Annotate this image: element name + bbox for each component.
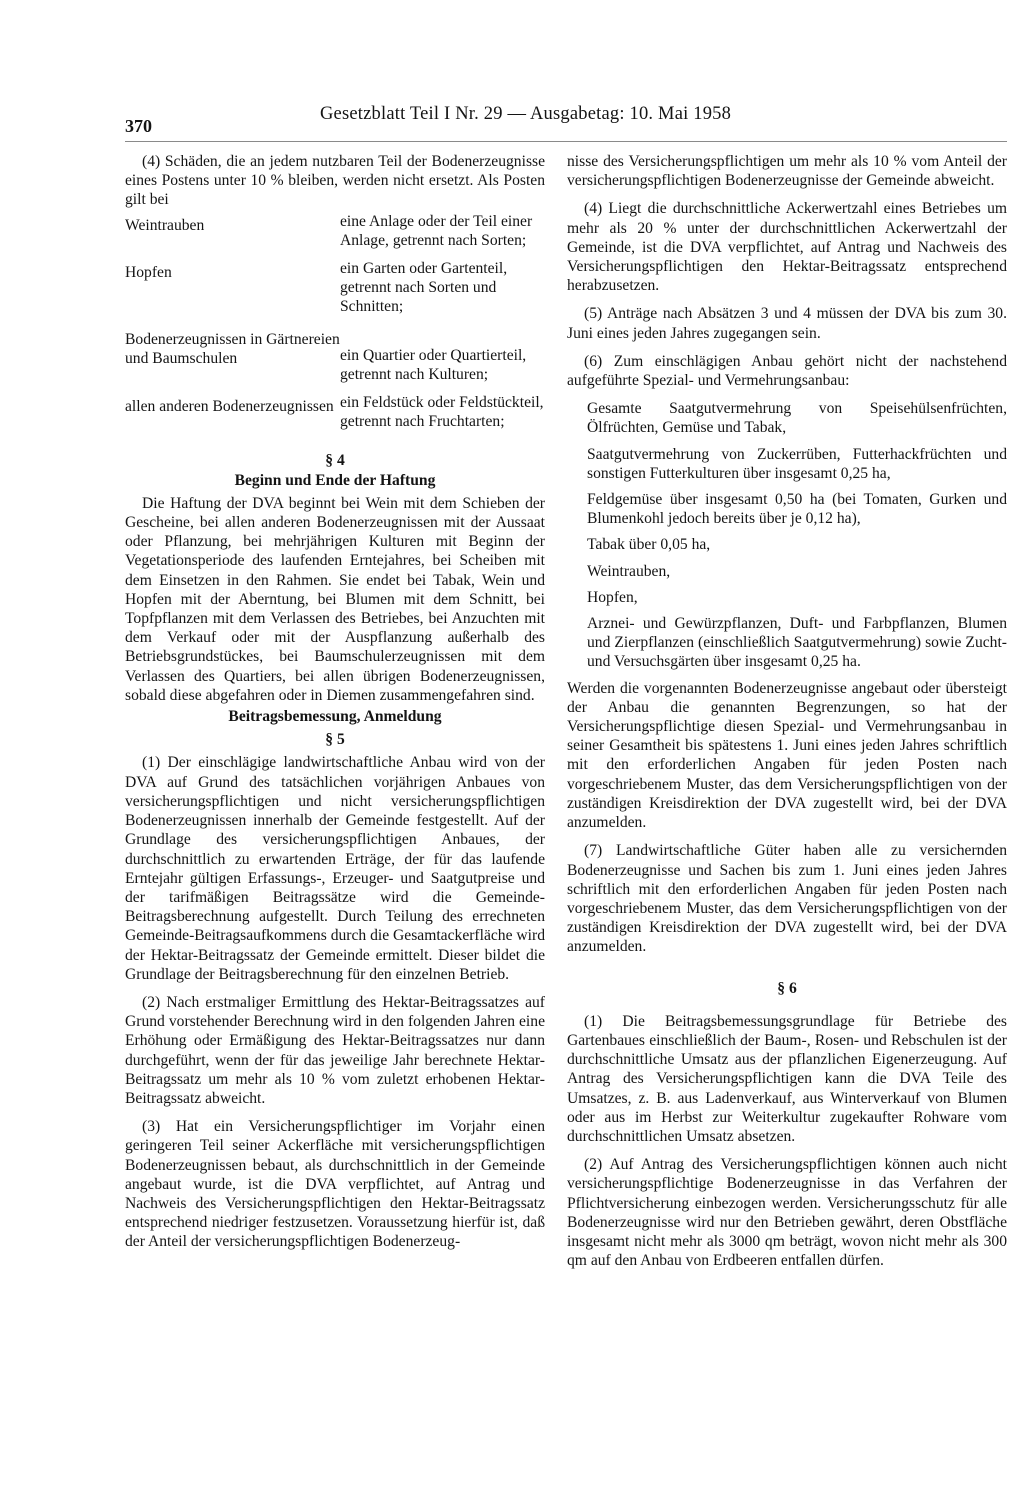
paragraph-5-5: (5) Anträge nach Absätzen 3 und 4 müssen der DVA bis zum 30. Juni eines jeden Jahres zugegangen sein. [567, 305, 1007, 342]
paragraph-5-6: (6) Zum einschlägigen Anbau gehört nicht der nachstehend aufgeführte Spezial- und Vermehrungsanbau: [567, 352, 1007, 390]
beitragsbemessung-heading: Beitragsbemessung, Anmeldung [228, 708, 442, 726]
list-item: Feldgemüse über insgesamt 0,50 ha (bei Tomaten, Gurken und Blumenkohl jedoch bereits über je 0,12 ha), [587, 491, 1007, 528]
section-6-mark: § 6 [777, 979, 797, 997]
posten-term: allen anderen Bodenerzeugnissen [125, 398, 334, 416]
paragraph-5-4: (4) Liegt die durchschnittliche Ackerwertzahl eines Betriebes um mehr als 20 % unter der durchschnittlichen Ackerwertzahl der Gemeinde, ist die DVA verpflichtet, auf Antrag und Nachweis des Versicherungspflichtigen den Hektar-Beitragssatz entsprechend herabzusetzen. [567, 200, 1007, 295]
posten-term: Hopfen [125, 264, 172, 282]
list-item: Saatgutvermehrung von Zuckerrüben, Futterhackfrüchten und sonstigen Futterkulturen über insgesamt 0,25 ha, [587, 445, 1007, 482]
posten-term: Bodenerzeugnissen in Gärtnereien und Baumschulen [125, 330, 340, 367]
list-item: Gesamte Saatgutvermehrung von Speisehülsenfrüchten, Ölfrüchten, Gemüse und Tabak, [587, 400, 1007, 437]
posten-term: Weintrauben [125, 216, 205, 234]
page-number: 370 [125, 116, 152, 136]
running-head: Gesetzblatt Teil I Nr. 29 — Ausgabetag: 10. Mai 1958 [320, 104, 732, 124]
paragraph-6-1: (1) Die Beitragsbemessungsgrundlage für Betriebe des Gartenbaues einschließlich der Baum-, Rosen- und Rebschulen ist der durchschnittliche Umsatz aus der pflanzlichen Eigenerzeugung. Auf Antrag des Versicherungspflichtigen kann die DVA Teile des Umsatzes, z. B. aus Ladenverkauf, aus Winterverkauf von Blumen oder aus im Herbst zur Weiterkultur zugekaufter Rohware vom durchschnittlichen Umsatz absetzen. [567, 1012, 1007, 1145]
posten-definition: eine Anlage oder der Teil einer Anlage, getrennt nach Sorten; [340, 212, 533, 249]
header-rule [125, 141, 1007, 142]
paragraph-5-6-continued: Werden die vorgenannten Bodenerzeugnisse angebaut oder übersteigt der Anbau die genannten Begrenzungen, so hat der Versicherungspflichtige diesen Spezial- und Vermehrungsanbau in seiner Gesamtheit bis spätestens 1. Juni eines jeden Jahres schriftlich mit den erforderlichen Angaben für jeden Posten nach vorgeschriebenem Muster, das dem Versicherungspflichtigen von der zuständigen Kreisdirektion der DVA zugestellt wird, bei der DVA anzumelden. [567, 679, 1007, 832]
list-item: Hopfen, [587, 588, 638, 606]
anbau-list [567, 399, 1007, 671]
right-column [567, 152, 1007, 1270]
paragraph-6-2: (2) Auf Antrag des Versicherungspflichtigen können auch nicht versicherungspflichtige Bodenerzeugnisse in das Verfahren der Pflichtversicherung einbezogen werden. Versicherungsschutz für alle Bodenerzeugnisse wird nur den Betrieben gewährt, deren Obstfläche insgesamt nicht mehr als 3000 qm beträgt, wovon nicht mehr als 300 qm auf den Anbau von Erdbeeren entfallen dürfen. [567, 1156, 1007, 1270]
paragraph-5-3-continued: nisse des Versicherungspflichtigen um mehr als 10 % vom Anteil der versicherungspflichtigen Bodenerzeugnisse der Gemeinde abweicht. [567, 153, 1007, 190]
paragraph-5-3: (3) Hat ein Versicherungspflichtiger im Vorjahr einen geringeren Teil seiner Ackerfläche mit versicherungspflichtigen Bodenerzeugnissen bebaut, als durchschnittlich in der Gemeinde angebaut wurde, ist die DVA verpflichtet, auf Antrag und Nachweis des Versicherungspflichtigen den Hektar-Beitragssatz entsprechend niedriger festzusetzen. Voraussetzung hierfür ist, daß der Anteil der versicherungspflichtigen Bodenerzeug- [125, 1118, 545, 1251]
list-item: Arznei- und Gewürzpflanzen, Duft- und Farbpflanzen, Blumen und Zierpflanzen (einschließlich Saatgutvermehrung) sowie Zucht- und Versuchsgärten über insgesamt 0,25 ha. [587, 615, 1007, 671]
posten-definition: ein Garten oder Gartenteil, getrennt nach Sorten und Schnitten; [340, 260, 508, 316]
section-4-mark: § 4 [325, 452, 345, 470]
left-column [125, 152, 545, 1252]
posten-table [125, 212, 545, 432]
page-header [0, 0, 1024, 140]
paragraph-3-4: (4) Schäden, die an jedem nutzbaren Teil der Bodenerzeugnisse eines Postens unter 10 % bleiben, werden nicht ersetzt. Als Posten gilt bei [125, 153, 545, 209]
section-4-text: Die Haftung der DVA beginnt bei Wein mit dem Schieben der Gescheine, bei allen anderen Bodenerzeugnissen mit der Aussaat oder Pflanzung, bei mehrjährigen Kulturen mit Beginn der Vegetationsperiode des laufenden Erntejahres, bei Scheiben mit dem Einsetzen in den Rahmen. Sie endet bei Tabak, Wein und Hopfen mit der Aberntung, bei Blumen mit dem Schnitt, bei Topfpflanzen mit dem Verlassen des Betriebes, bei Anzuchten mit dem Verkauf oder mit der Auspflanzung außerhalb des Betriebsgrundstückes, bei Baumschulerzeugnissen mit dem Verlassen des Quartiers, bei allen übrigen Bodenerzeugnissen, sobald diese abgefahren oder in Diemen zusammengefahren sind. [125, 494, 545, 704]
section-4-title: Beginn und Ende der Haftung [234, 471, 436, 489]
posten-definition: ein Feldstück oder Feldstückteil, getrennt nach Fruchtarten; [340, 394, 544, 431]
paragraph-5-1: (1) Der einschlägige landwirtschaftliche Anbau wird von der DVA auf Grund des tatsächlichen vorjährigen Anbaues von versicherungspflichtigen und nicht versicherungspflichtigen Bodenerzeugnissen innerhalb der Gemeinde festgestellt. Auf der Grundlage des versicherungspflichtigen Anbaues, der durchschnittlich zu erwartenden Erträge, der für das laufende Erntejahr gültigen Erfassungs-, Erzeuger- und Saatgutpreise und der tarifmäßigen Beitragssätze wird die Gemeinde-Beitragsberechnung aufgestellt. Durch Teilung des errechneten Gemeinde-Beitragsaufkommens durch die Gesamtackerfläche wird der Hektar-Beitragssatz der Gemeinde ermittelt. Dieser bildet die Grundlage der Beitragsberechnung für den einzelnen Betrieb. [125, 754, 545, 983]
section-5-mark: § 5 [325, 731, 345, 749]
list-item: Weintrauben, [587, 562, 671, 580]
paragraph-5-7: (7) Landwirtschaftliche Güter haben alle zu versichernden Bodenerzeugnisse und Sachen bis zum 1. Juni eines jeden Jahres schriftlich mit den erforderlichen Angaben für jeden Posten nach vorgeschriebenem Muster, das dem Versicherungspflichtigen von der zuständigen Kreisdirektion der DVA zugestellt wird, bei der DVA anzumelden. [567, 842, 1007, 956]
list-item: Tabak über 0,05 ha, [587, 536, 711, 554]
paragraph-5-2: (2) Nach erstmaliger Ermittlung des Hektar-Beitragssatzes auf Grund vorstehender Berechnung wird in den folgenden Jahren eine Erhöhung oder Ermäßigung des Hektar-Beitragssatzes nur dann durchgeführt, wenn der für das jeweilige Jahr berechnete Hektar-Beitragssatz um mehr als 10 % vom zuletzt erhobenen Hektar-Beitragssatz abweicht. [125, 993, 545, 1107]
posten-definition: ein Quartier oder Quartierteil, getrennt nach Kulturen; [340, 346, 527, 383]
